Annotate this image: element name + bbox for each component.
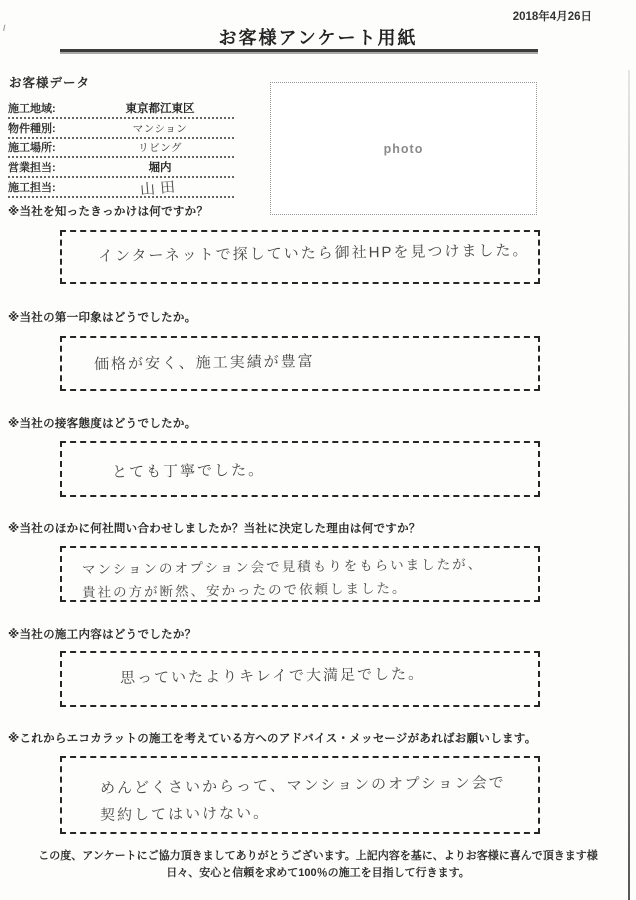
question-3-answer-box (60, 441, 540, 497)
question-1-answer-box (60, 230, 540, 284)
handwritten-answer: めんどくさいからって、マンションのオプション会で (99, 774, 506, 798)
handwritten-answer: 契約してはいけない。 (99, 804, 271, 825)
field-row-construction-rep (8, 178, 234, 198)
field-row-location (8, 139, 234, 159)
question-5-label: ※当社の施工内容はどうでしたか？ (8, 629, 197, 641)
field-label: 施工地域: (8, 102, 56, 115)
handwritten-answer: 思っていたよりキレイで大満足でした。 (119, 665, 426, 687)
question-4-label: ※当社のほかに何社問い合わせしましたか？当社に決定した理由は何ですか？ (8, 523, 421, 535)
field-label: 施工場所: (8, 142, 56, 155)
field-label: 営業担当: (8, 162, 56, 175)
photo-placeholder-label: photo (383, 141, 424, 156)
question-2-label: ※当社の第一印象はどうでしたか。 (8, 312, 197, 324)
question-4-answer-box (60, 546, 540, 602)
handwritten-answer: とても丁寧でした。 (111, 461, 266, 481)
question-6-label: ※これからエコカラットの施工を考えている方へのアドバイス・メッセージがあればお願いします。 (8, 733, 537, 745)
customer-data-heading: お客様データ (9, 76, 91, 90)
footer-line-1: この度、アンケートにご協力頂きましてありがとうございます。上記内容を基に、よりお客様に喜んで頂きます様 (38, 850, 598, 862)
photo-placeholder-box (270, 82, 537, 215)
question-6-answer-box (60, 756, 540, 834)
field-row-property-type (8, 119, 234, 139)
question-5-answer-box (60, 651, 540, 707)
pen-mark-artifact: ι (1, 19, 8, 35)
field-value-handwritten: 山田 (139, 178, 181, 199)
question-2-answer-box (60, 336, 540, 391)
question-3-label: ※当社の接客態度はどうでしたか。 (8, 418, 197, 430)
field-row-region (8, 99, 234, 119)
footer-line-2: 日々、安心と信頼を求めて100％の施工を目指して行きます。 (166, 866, 470, 879)
page-title: お客様アンケート用紙 (218, 28, 418, 48)
field-label: 施工担当: (8, 181, 56, 194)
handwritten-answer: 貴社の方が断然、安かったので依頼しました。 (81, 580, 408, 601)
scan-edge-artifact (628, 70, 630, 900)
field-value: リビング (138, 142, 182, 155)
title-underline (60, 49, 538, 52)
field-value: 堀内 (148, 162, 172, 175)
customer-data-table (8, 99, 234, 198)
document-date: 2018年4月26日 (512, 11, 592, 23)
question-1-label: ※当社を知ったきっかけは何ですか？ (8, 206, 209, 218)
field-label: 物件種別: (8, 122, 56, 135)
handwritten-answer: マンションのオプション会で見積もりをもらいましたが、 (81, 556, 484, 578)
handwritten-answer: インターネットで探していたら御社HPを見つけました。 (97, 242, 530, 266)
field-value: マンション (132, 122, 188, 135)
field-value: 東京都江東区 (125, 102, 195, 115)
footer-thanks-message (0, 848, 636, 881)
handwritten-answer: 価格が安く、施工実績が豊富 (93, 353, 315, 374)
